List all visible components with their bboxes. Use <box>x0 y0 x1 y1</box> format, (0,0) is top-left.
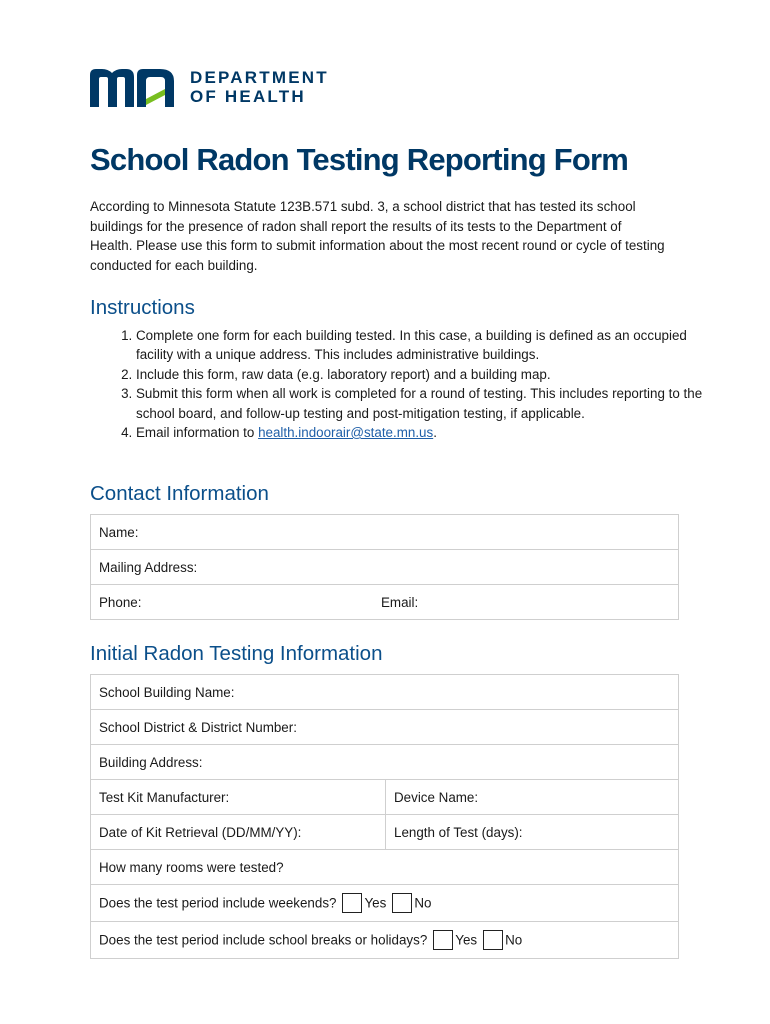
email-link[interactable]: health.indoorair@state.mn.us <box>258 425 434 441</box>
contact-heading: Contact Information <box>90 482 269 505</box>
retrieval-date-field[interactable]: Date of Kit Retrieval (DD/MM/YY): <box>91 815 386 850</box>
email-field[interactable]: Email: <box>373 585 679 620</box>
rooms-tested-field[interactable]: How many rooms were tested? <box>91 850 679 885</box>
initial-testing-table <box>90 674 679 959</box>
instruction-item-email <box>136 423 706 442</box>
device-name-field[interactable]: Device Name: <box>386 780 679 815</box>
table-row <box>91 710 679 745</box>
mailing-address-field[interactable]: Mailing Address: <box>91 550 679 585</box>
logo-wordmark <box>190 68 329 106</box>
weekends-yes-label: Yes <box>364 895 387 911</box>
table-row <box>91 675 679 710</box>
table-row <box>91 745 679 780</box>
breaks-question <box>91 922 679 959</box>
email-prefix: Email information to <box>136 425 259 441</box>
building-name-field[interactable]: School Building Name: <box>91 675 679 710</box>
breaks-yes-checkbox[interactable] <box>433 930 453 950</box>
breaks-yes-label: Yes <box>455 932 478 948</box>
weekends-yes-checkbox[interactable] <box>342 893 362 913</box>
table-row <box>91 515 679 550</box>
weekends-no-label: No <box>414 895 432 911</box>
initial-testing-heading: Initial Radon Testing Information <box>90 642 383 665</box>
mdh-logo <box>90 66 329 108</box>
instruction-item: 1. Complete one form for each building tested. In this case, a building is defined as an occupied facility with a unique address. This includes administrative buildings. <box>136 326 706 365</box>
building-address-field[interactable]: Building Address: <box>91 745 679 780</box>
email-suffix: . <box>433 425 437 441</box>
table-row <box>91 922 679 959</box>
name-field[interactable]: Name: <box>91 515 679 550</box>
weekends-no-checkbox[interactable] <box>392 893 412 913</box>
table-row <box>91 585 679 620</box>
table-row <box>91 550 679 585</box>
instruction-item: 2. Include this form, raw data (e.g. laboratory report) and a building map. <box>136 365 706 384</box>
contact-table <box>90 514 679 620</box>
table-row <box>91 815 679 850</box>
test-length-field[interactable]: Length of Test (days): <box>386 815 679 850</box>
breaks-label: Does the test period include school breaks or holidays? <box>99 932 428 948</box>
breaks-no-label: No <box>505 932 523 948</box>
instructions-list <box>90 326 706 442</box>
logo-line-2: OF HEALTH <box>190 87 306 106</box>
manufacturer-field[interactable]: Test Kit Manufacturer: <box>91 780 386 815</box>
instructions-heading: Instructions <box>90 296 195 319</box>
mn-logo-icon <box>90 67 178 107</box>
table-row <box>91 780 679 815</box>
weekends-question <box>91 885 679 922</box>
table-row <box>91 850 679 885</box>
table-row <box>91 885 679 922</box>
weekends-label: Does the test period include weekends? <box>99 895 337 911</box>
phone-field[interactable]: Phone: <box>91 585 374 620</box>
logo-line-1: DEPARTMENT <box>190 68 329 87</box>
instruction-item: 3. Submit this form when all work is completed for a round of testing. This includes reporting to the school board, and follow-up testing and post-mitigation testing, if applicable. <box>136 384 706 423</box>
intro-paragraph: According to Minnesota Statute 123B.571 subd. 3, a school district that has tested its school buildings for the presence of radon shall report the results of its tests to the Department of Health. Please use this form to submit information about the most recent round or cycle of testing conducted for each building. <box>90 199 665 273</box>
page-title: School Radon Testing Reporting Form <box>90 142 629 177</box>
breaks-no-checkbox[interactable] <box>483 930 503 950</box>
district-field[interactable]: School District & District Number: <box>91 710 679 745</box>
